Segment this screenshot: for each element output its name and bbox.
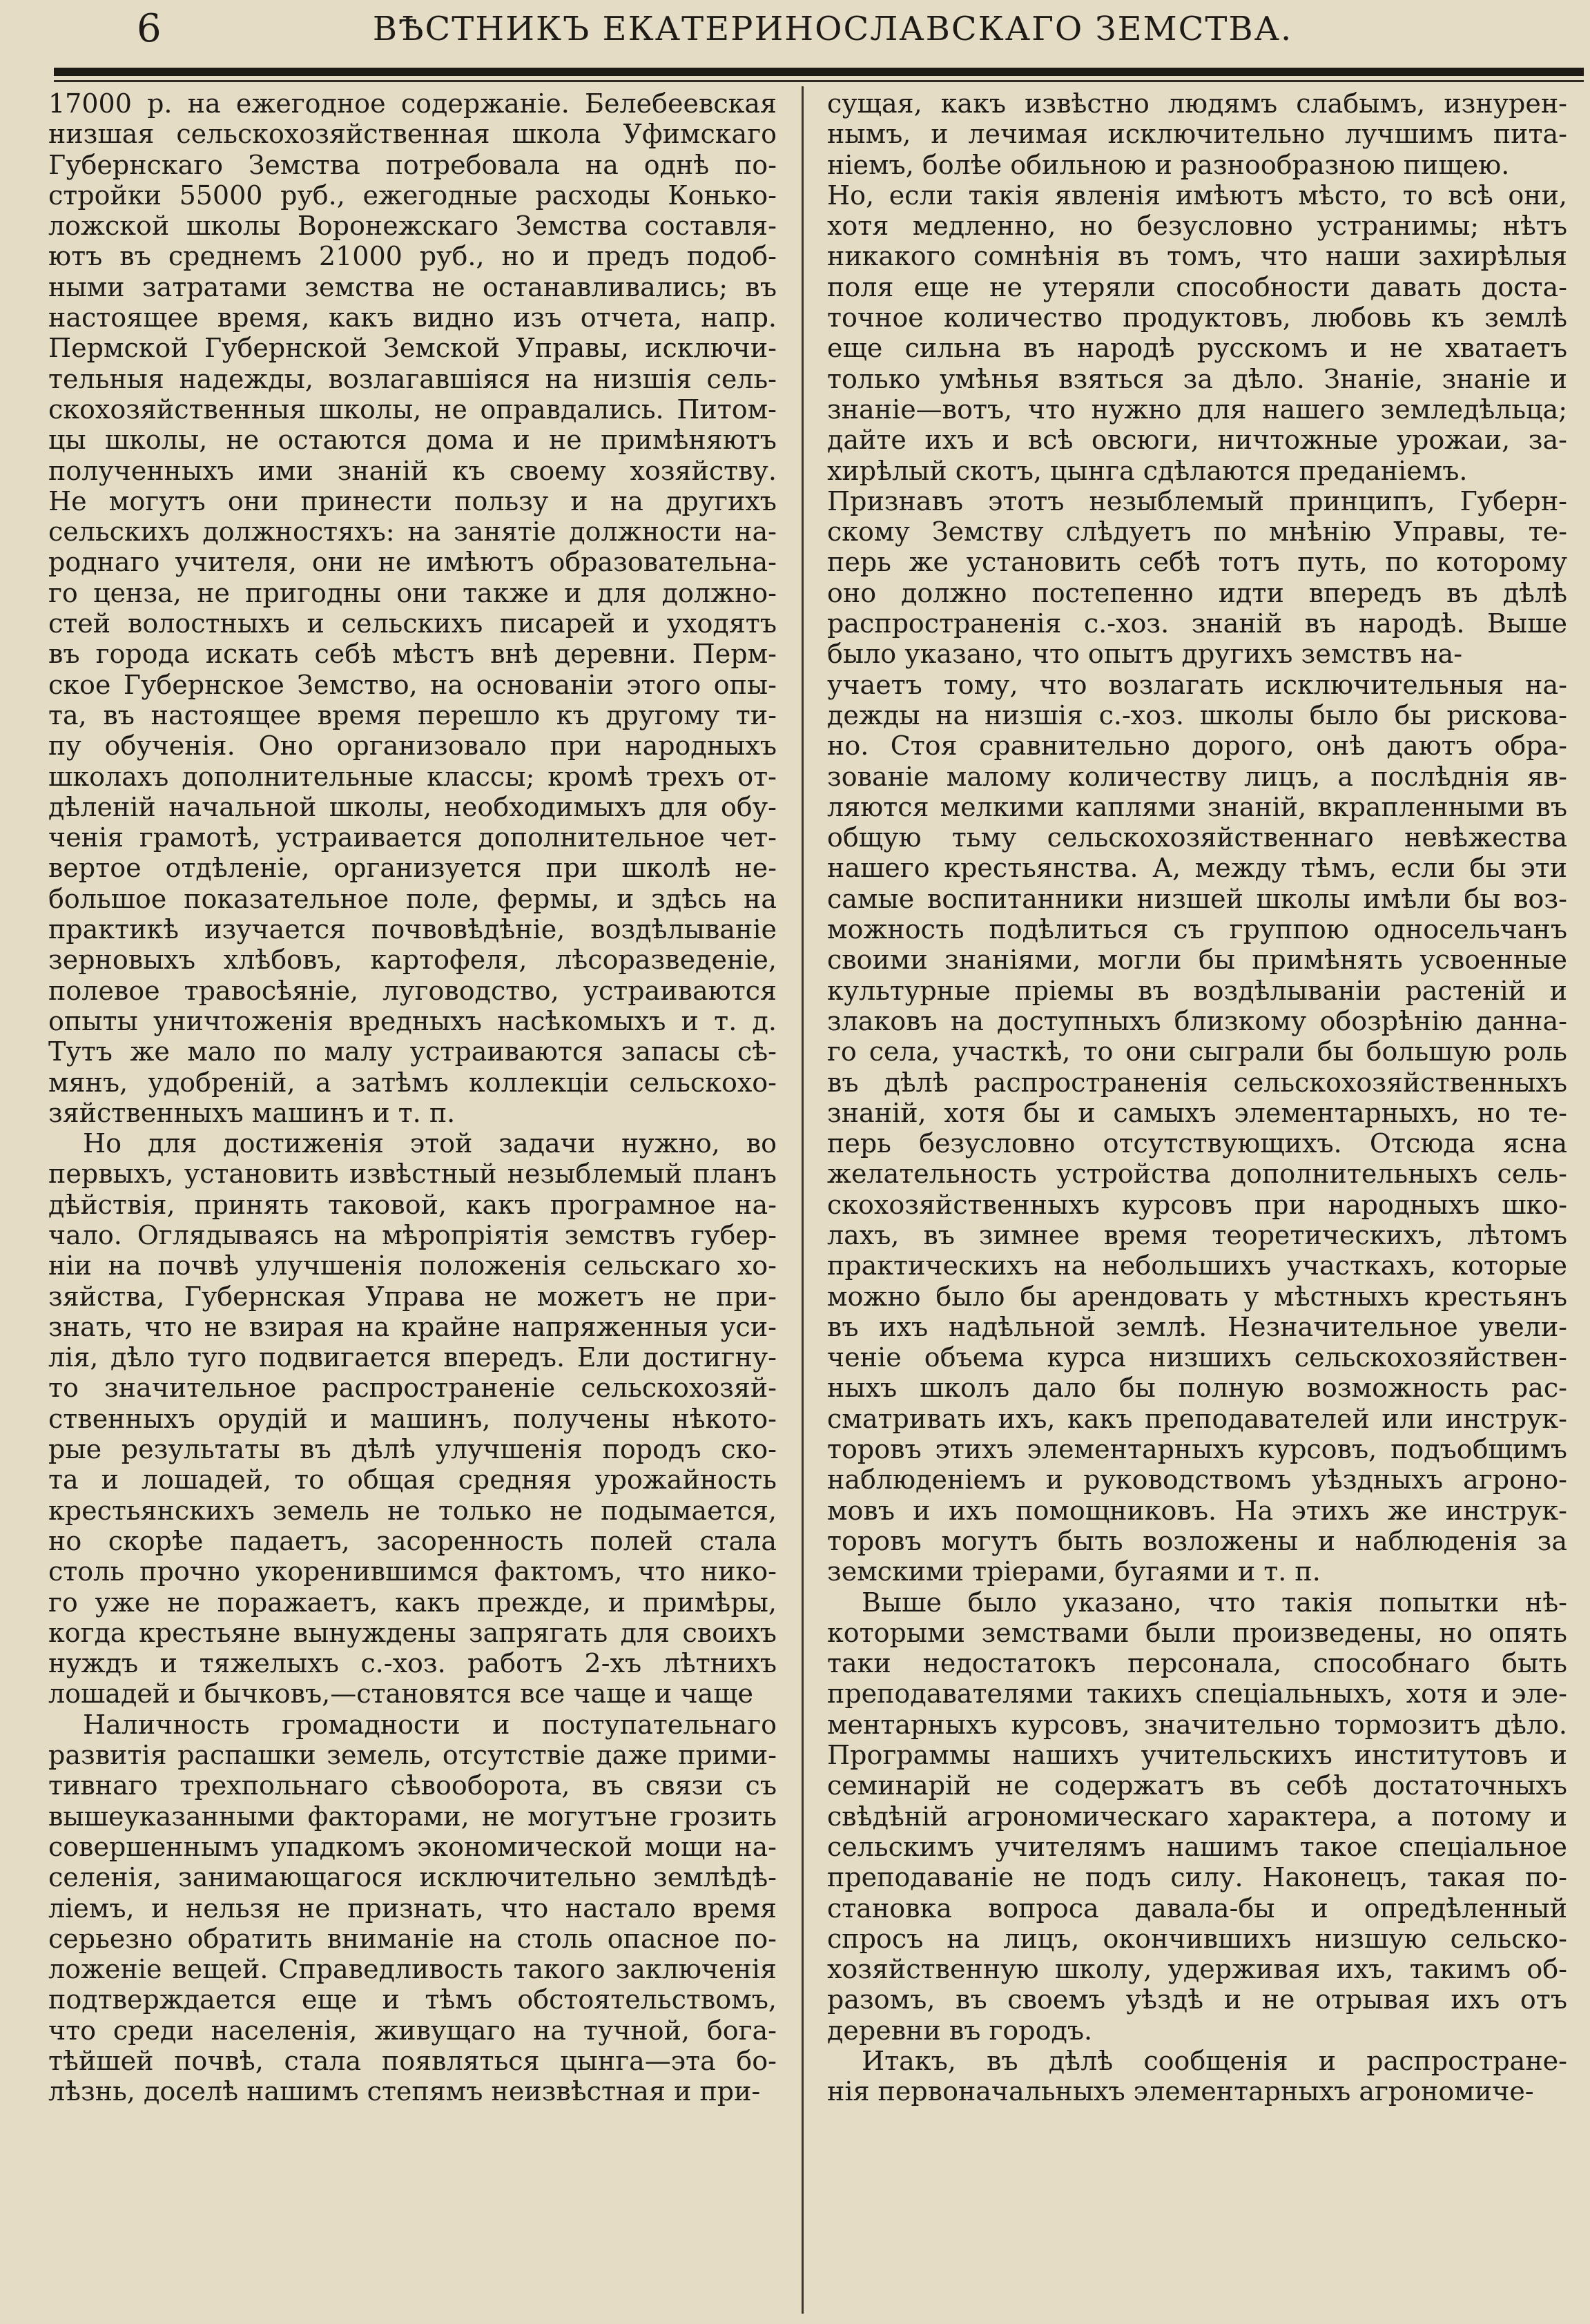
text-line: го ценза, не пригодны они также и для должно- [48,577,777,608]
text-column-left [48,88,777,2318]
text-line: перь безусловно отсутствующихъ. Отсюда ясна [827,1128,1567,1159]
text-line: ложеніе вещей. Справедливость такого заключенія [48,1954,777,1985]
text-line: Тутъ же мало по малу устраиваются запасы сѣ- [48,1036,777,1067]
text-line: подтверждается еще и тѣмъ обстоятельствомъ, [48,1984,777,2015]
text-line: въ дѣлѣ распространенія сельскохозяйственныхъ [827,1067,1567,1098]
text-line: Выше было указано, что такія попытки нѣ- [862,1587,1567,1618]
text-line: селенія, занимающагося исключительно землѣдѣ- [48,1862,777,1893]
text-line: первыхъ, установить извѣстный незыблемый планъ [48,1159,777,1190]
text-line: ляются мелкими каплями знаній, вкрапленными въ [827,791,1567,822]
text-line: спросъ на лицъ, окончившихъ низшую сельско- [827,1923,1567,1954]
text-line: серьезно обратить вниманіе на столь опасное по- [48,1923,777,1954]
text-line: дежды на низшія с.-хоз. школы было бы рискова- [827,699,1567,730]
text-line: Но для достиженія этой задачи нужно, во [83,1128,777,1159]
text-line: разомъ, въ своемъ уѣздѣ и не отрывая ихъ отъ [827,1984,1567,2015]
text-line: столь прочно укоренившимся фактомъ, что нико- [48,1556,777,1587]
text-line: хозяйственную школу, удерживая ихъ, такимъ об- [827,1954,1567,1985]
text-line: но скорѣе падаетъ, засоренность полей стала [48,1525,777,1556]
text-line: лѣзнь, доселѣ нашимъ степямъ неизвѣстная и при- [48,2076,761,2107]
text-line: крестьянскихъ земель не только не подымается, [48,1495,777,1526]
text-line: когда крестьяне вынуждены запрягать для своихъ [48,1617,777,1648]
text-line: Не могутъ они принести пользу и на другихъ [48,485,777,516]
text-line: культурные пріемы въ воздѣлываніи растеній и [827,975,1567,1006]
text-column-right [827,88,1567,2318]
text-line: таки недостатокъ персонала, способнаго быть [827,1648,1567,1679]
text-line: деревни въ городъ. [827,2015,1093,2046]
text-line: нія первоначальныхъ элементарныхъ агрономиче- [827,2076,1534,2107]
text-line: можно было бы арендовать у мѣстныхъ крестьянъ [827,1281,1567,1312]
text-line: ныхъ школъ дало бы полную возможность рас- [827,1373,1567,1404]
text-line: зованіе малому количеству лицъ, а послѣднія яв- [827,761,1567,792]
text-line: хотя медленно, но безусловно устранимы; нѣтъ [827,211,1567,242]
text-line: та и лошадей, то общая средняя урожайность [48,1464,777,1495]
text-line: которыми земствами были произведены, но опять [827,1617,1567,1648]
text-line: Губернскаго Земства потребовала на однѣ по- [48,149,777,180]
text-line: сельскихъ должностяхъ: на занятіе должности на- [48,516,777,548]
text-line: ніемъ, болѣе обильною и разнообразною пищею. [827,149,1510,180]
text-line: настоящее время, какъ видно изъ отчета, напр. [48,302,777,333]
text-line: ными затратами земства не останавливались; въ [48,271,777,302]
text-line: та, въ настоящее время перешло къ другому ти- [48,699,777,730]
text-line: преподаваніе не подъ силу. Наконецъ, такая по- [827,1862,1567,1893]
page-number: 6 [137,6,162,51]
text-line: преподавателями такихъ спеціальныхъ, хотя и эле- [827,1678,1567,1710]
text-line: семинарій не содержатъ въ себѣ достаточныхъ [827,1770,1567,1801]
text-line: 17000 р. на ежегодное содержаніе. Белебеевская [48,88,777,119]
text-line: желательность устройства дополнительныхъ сель- [827,1159,1567,1190]
text-line: ложской школы Воронежскаго Земства составля- [48,211,777,242]
text-line: школахъ дополнительные классы; кромѣ трехъ от- [48,761,777,792]
text-line: сельскимъ учителямъ нашимъ такое спеціальное [827,1831,1567,1862]
text-line: дѣйствія, принять таковой, какъ програмное на- [48,1189,777,1220]
text-line: оно должно постепенно идти впередъ въ дѣлѣ [827,577,1567,608]
text-line: стройки 55000 руб., ежегодные расходы Конько- [48,180,777,211]
text-line: опыты уничтоженія вредныхъ насѣкомыхъ и т. д. [48,1005,777,1036]
text-line: зерновыхъ хлѣбовъ, картофеля, лѣсоразведеніе, [48,945,777,976]
text-line: тельныя надежды, возлагавшіяся на низшія сель- [48,363,777,394]
text-line: только умѣнья взяться за дѣло. Знаніе, знаніе и [827,363,1567,394]
text-line: Наличность громадности и поступательнаго [83,1709,777,1740]
text-line: хирѣлый скотъ, цынга сдѣлаются преданіемъ. [827,455,1468,486]
text-line: развитія распашки земель, отсутствіе даже прими- [48,1740,777,1771]
text-line: Но, если такія явленія имѣютъ мѣсто, то всѣ они, [827,180,1567,211]
text-line: знаніе—вотъ, что нужно для нашего земледѣльца; [827,394,1567,425]
text-line: лошадей и бычковъ,—становятся все чаще и чаще [48,1678,754,1710]
text-line: знаній, хотя бы и самыхъ элементарныхъ, но те- [827,1097,1567,1128]
text-line: въ города искать себѣ мѣстъ внѣ деревни. Перм- [48,639,777,670]
text-line: нымъ, и лечимая исключительно лучшимъ пита- [827,119,1567,150]
text-line: роднаго учителя, они не имѣютъ образовательна- [48,547,777,578]
text-line: Программы нашихъ учительскихъ институтовъ и [827,1740,1567,1771]
text-line: низшая сельскохозяйственная школа Уфимскаго [48,119,777,150]
text-line: скохозяйственныя школы, не оправдались. Питом- [48,394,777,425]
text-line: чало. Оглядываясь на мѣропріятія земствъ губер- [48,1219,777,1250]
text-line: ченія грамотѣ, устраивается дополнительное чет- [48,822,777,853]
text-line: цы школы, не остаются дома и не примѣняютъ [48,425,777,456]
text-line: тивнаго трехпольнаго сѣвооборота, въ связи съ [48,1770,777,1801]
text-line: ніи на почвѣ улучшенія положенія сельскаго хо- [48,1250,777,1281]
text-line: сматривать ихъ, какъ преподавателей или инструк- [827,1403,1567,1434]
text-line: свѣдѣній агрономическаго характера, а потому и [827,1801,1567,1832]
text-line: мянъ, удобреній, а затѣмъ коллекціи сельскохо- [48,1067,777,1098]
text-line: скому Земству слѣдуетъ по мнѣнію Управы, те- [827,516,1567,548]
text-line: поля еще не утеряли способности давать доста- [827,271,1567,302]
text-line: мовъ и ихъ помощниковъ. На этихъ же инструк- [827,1495,1567,1526]
text-line: дайте ихъ и всѣ овсюги, ничтожные урожаи, за- [827,425,1567,456]
text-line: Итакъ, въ дѣлѣ сообщенія и распростране- [862,2046,1567,2076]
text-line: точное количество продуктовъ, любовь къ землѣ [827,302,1567,333]
text-line: злаковъ на доступныхъ близкому обозрѣнію данна- [827,1005,1567,1036]
text-line: совершеннымъ упадкомъ экономической мощи на- [48,1831,777,1862]
text-line: тѣйшей почвѣ, стала появляться цынга—эта бо- [48,2046,777,2076]
text-line: учаетъ тому, что возлагать исключительныя на- [827,669,1567,700]
text-line: земскими тріерами, бугаями и т. п. [827,1556,1321,1587]
text-line: что среди населенія, живущаго на тучной, бога- [48,2015,777,2046]
text-line: наблюденіемъ и руководствомъ уѣздныхъ агроно- [827,1464,1567,1495]
text-line: ченіе объема курса низшихъ сельскохозяйствен- [827,1342,1567,1373]
text-line: нашего крестьянства. А, между тѣмъ, если бы эти [827,853,1567,884]
text-line: го уже не поражаетъ, какъ прежде, и примѣры, [48,1587,777,1618]
text-line: еще сильна въ народѣ русскомъ и не хватаетъ [827,333,1567,364]
text-line: никакого сомнѣнія въ томъ, что наши захирѣлыя [827,241,1567,272]
text-line: перь же установить себѣ тотъ путь, по которому [827,547,1567,578]
column-divider [802,86,804,2314]
text-line: распространенія с.-хоз. знаній въ народѣ. Выше [827,608,1567,639]
text-line: вертое отдѣленіе, организуется при школѣ не- [48,853,777,884]
text-line: но. Стоя сравнительно дорого, онѣ даютъ обра- [827,730,1567,762]
text-line: полученныхъ ими знаній къ своему хозяйству. [48,455,777,486]
text-line: можность подѣлиться съ группою односельчанъ [827,914,1567,945]
text-line: практикѣ изучается почвовѣдѣніе, воздѣлываніе [48,914,777,945]
text-line: ліемъ, и нельзя не признать, что настало время [48,1892,777,1924]
text-line: ственныхъ орудій и машинъ, получены нѣкото- [48,1403,777,1434]
text-line: становка вопроса давала-бы и опредѣленный [827,1892,1567,1924]
text-line: Пермской Губернской Земской Управы, исключи- [48,333,777,364]
header-thin-rule [54,80,1584,82]
text-line: зяйственныхъ машинъ и т. п. [48,1097,456,1128]
text-line: полевое травосѣяніе, луговодство, устраиваются [48,975,777,1006]
text-line: лахъ, въ зимнее время теоретическихъ, лѣтомъ [827,1219,1567,1250]
text-line: дѣленій начальной школы, необходимыхъ для обу- [48,791,777,822]
text-line: общую тьму сельскохозяйственнаго невѣжества [827,822,1567,853]
text-line: большое показательное поле, фермы, и здѣсь на [48,883,777,914]
text-line: ютъ въ среднемъ 21000 руб., но и предъ подоб- [48,241,777,272]
text-line: то значительное распространеніе сельскохозяй- [48,1373,777,1404]
text-line: зяйства, Губернская Управа не можетъ не при- [48,1281,777,1312]
text-line: го села, участкѣ, то они сыграли бы большую роль [827,1036,1567,1067]
text-line: нуждъ и тяжелыхъ с.-хоз. работъ 2-хъ лѣтнихъ [48,1648,777,1679]
text-line: въ ихъ надѣльной землѣ. Незначительное увели- [827,1311,1567,1342]
text-line: практическихъ на небольшихъ участкахъ, которые [827,1250,1567,1281]
text-line: сущая, какъ извѣстно людямъ слабымъ, изнурен- [827,88,1567,119]
text-line: знать, что не взирая на крайне напряженныя уси- [48,1311,777,1342]
text-line: торовъ этихъ элементарныхъ курсовъ, подъобщимъ [827,1434,1567,1465]
text-line: лія, дѣло туго подвигается впередъ. Ели достигну- [48,1342,777,1373]
text-line: вышеуказанными факторами, не могутъне грозить [48,1801,777,1832]
text-line: скохозяйственныхъ курсовъ при народныхъ шко- [827,1189,1567,1220]
text-line: пу обученія. Оно организовало при народныхъ [48,730,777,762]
text-line: ментарныхъ курсовъ, значительно тормозитъ дѣло. [827,1709,1567,1740]
text-line: Признавъ этотъ незыблемый принципъ, Губерн- [827,485,1567,516]
running-title: ВѢСТНИКЪ ЕКАТЕРИНОСЛАВСКАГО ЗЕМСТВА. [372,10,1293,48]
text-line: ское Губернское Земство, на основаніи этого опы- [48,669,777,700]
text-line: стей волостныхъ и сельскихъ писарей и уходятъ [48,608,777,639]
text-line: рые результаты въ дѣлѣ улучшенія породъ ско- [48,1434,777,1465]
header-thick-rule [54,68,1584,76]
text-line: было указано, что опытъ другихъ земствъ на- [827,639,1463,670]
text-line: торовъ могутъ быть возложены и наблюденія за [827,1525,1567,1556]
text-line: своими знаніями, могли бы примѣнять усвоенные [827,945,1567,976]
text-line: самые воспитанники низшей школы имѣли бы воз- [827,883,1567,914]
